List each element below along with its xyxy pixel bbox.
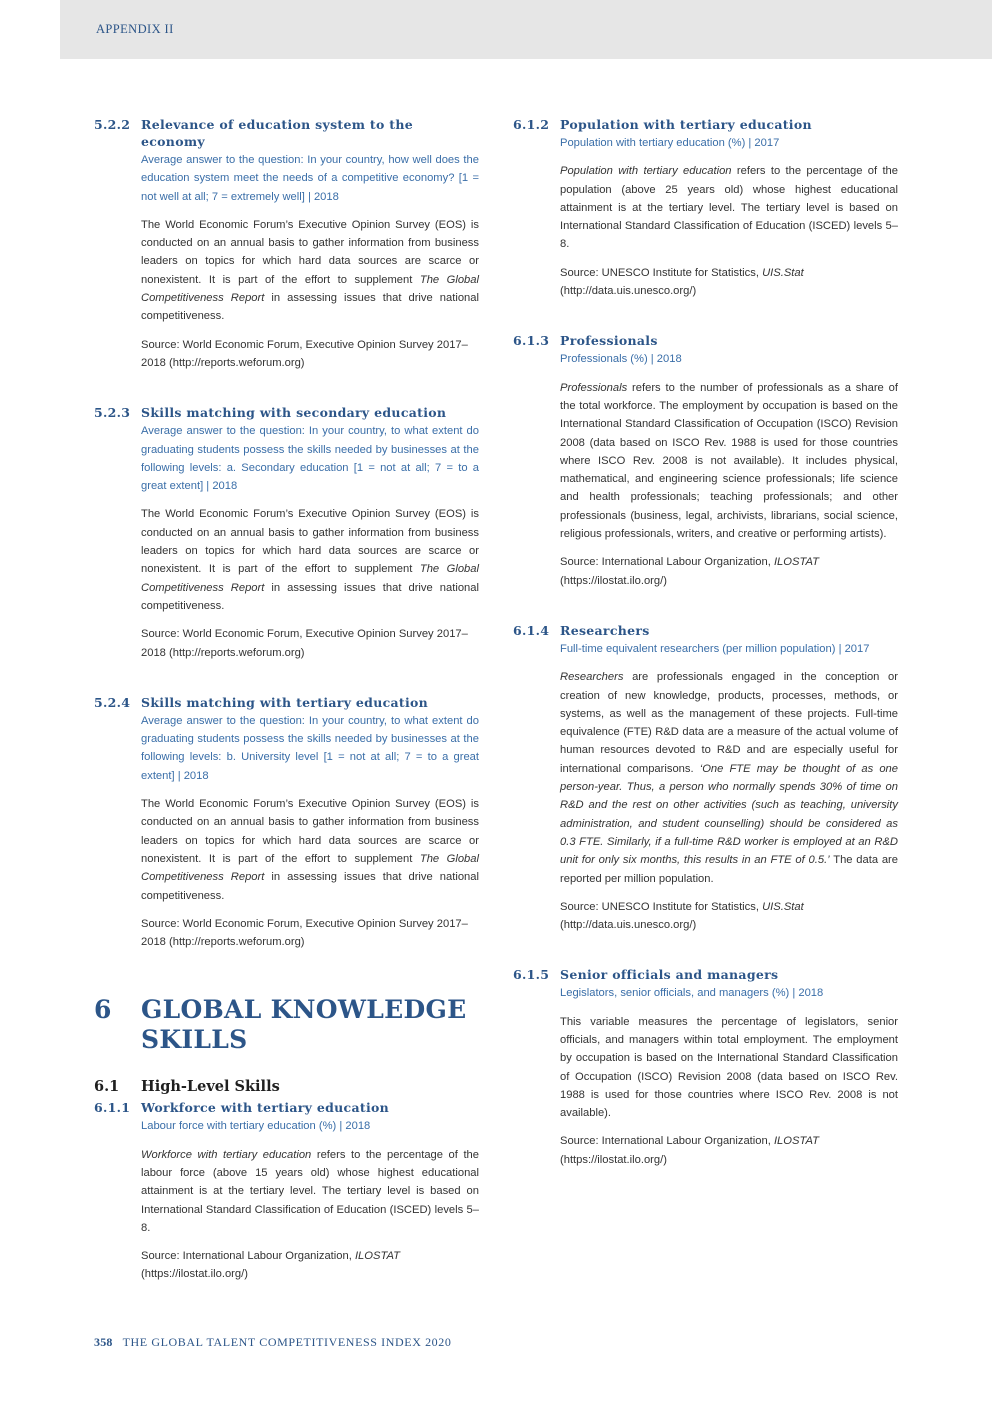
indicator-title: Population with tertiary education: [560, 117, 812, 132]
indicator-number: 6.1.2: [513, 117, 550, 132]
indicator-definition: Population with tertiary education (%) | 2017: [560, 137, 780, 149]
left-column: [94, 116, 479, 1316]
header-band: [60, 0, 992, 59]
section-title: GLOBAL KNOWLEDGE SKILLS: [141, 995, 467, 1055]
indicator-source: Source: International Labour Organization, ILOSTAT (https://ilostat.ilo.org/): [141, 1250, 400, 1281]
indicator-title: Researchers: [560, 622, 650, 638]
indicator-number: 6.1.4: [513, 622, 550, 638]
indicator-5-2-2: [94, 116, 479, 372]
indicator-5-2-3: [94, 404, 479, 662]
indicator-number: 6.1.3: [513, 333, 550, 349]
indicator-number: 6.1.5: [513, 967, 550, 983]
indicator-number: 6.1.1: [94, 1100, 131, 1116]
indicator-5-2-4: [94, 694, 479, 952]
indicator-title: Professionals: [560, 333, 658, 349]
indicator-description: Workforce with tertiary education refers to the percentage of the labour force (above 15 years old) whose highest educational attainment is at the tertiary level. The tertiary level is based on International Standard Classification of Education (ISCED) levels 5–8.: [141, 1148, 480, 1234]
indicator-title: Senior officials and managers: [560, 967, 779, 983]
indicator-title: Skills matching with tertiary education: [141, 694, 429, 710]
publication-title: THE GLOBAL TALENT COMPETITIVENESS INDEX 2020: [122, 1335, 452, 1349]
page-footer: [94, 1335, 451, 1350]
indicator-source: Source: International Labour Organization, ILOSTAT (https://ilostat.ilo.org/): [560, 556, 819, 587]
indicator-definition: Legislators, senior officials, and managers (%) | 2018: [560, 987, 824, 1000]
indicator-definition: Professionals (%) | 2018: [560, 353, 682, 366]
indicator-6-1-2: [513, 116, 898, 300]
indicator-6-1-5: [513, 966, 898, 1169]
indicator-source: Source: World Economic Forum, Executive Opinion Survey 2017–2018 (http://reports.weforum.org): [141, 338, 468, 369]
indicator-6-1-4: [513, 622, 898, 934]
indicator-title: Workforce with tertiary education: [141, 1100, 390, 1116]
indicator-definition: Average answer to the question: In your country, to what extent do graduating students possess the skills needed by businesses at the following levels: b. University level [1 = not at all; 7 = to a great extent] | 2018: [141, 714, 479, 782]
indicator-number: 5.2.2: [94, 117, 131, 132]
indicator-description: Population with tertiary education refers to the percentage of the population (above 25 years old) whose highest educational attainment is at the tertiary level. The tertiary level is based on International Standard Classification of Education (ISCED) levels 5–8.: [560, 165, 898, 251]
indicator-number: 5.2.4: [94, 694, 131, 710]
indicator-definition: Labour force with tertiary education (%) | 2018: [141, 1120, 371, 1133]
subsection-number: 6.1: [94, 1078, 120, 1096]
indicator-description: Professionals refers to the number of professionals as a share of the total workforce. The employment by occupation is based on the International Standard Classification of Occupation (ISCO) Revision 2008 (data based on ISCO Rev. 1988 is used for those countries where ISCO Rev. 2008 is not available). It includes physical, mathematical, and engineering science professionals; life science and health professionals; teaching professionals; and other professionals (business, legal, archivists, librarians, social science, religious professionals, writers, and creative or performing artists).: [560, 381, 898, 541]
indicator-title: Skills matching with secondary education: [141, 405, 447, 421]
indicator-definition: Full-time equivalent researchers (per million population) | 2017: [560, 642, 870, 655]
indicator-description: This variable measures the percentage of legislators, senior officials, and managers within total employment. The employment by occupation is based on the International Standard Classification of Occupation (ISCO) Revision 2008 (data based on ISCO Rev. 1988 is used for those countries where ISCO Rev. 2008 is not available).: [560, 1015, 898, 1120]
page-number: 358: [94, 1335, 113, 1349]
indicator-definition: Average answer to the question: In your country, how well does the education system meet the needs of a competitive economy? [1 = not well at all; 7 = extremely well] | 2018: [141, 154, 479, 203]
right-column: [513, 116, 898, 1201]
indicator-6-1-1: [94, 1099, 479, 1283]
indicator-source: Source: International Labour Organization, ILOSTAT (https://ilostat.ilo.org/): [560, 1135, 819, 1166]
indicator-description: The World Economic Forum’s Executive Opinion Survey (EOS) is conducted on an annual basis to gather information from business leaders on topics for which hard data sources are scarce or nonexistent. It is part of the effort to supplement The Global Competitiveness Report in assessing issues that drive national competitiveness.: [141, 508, 479, 612]
indicator-description: Researchers are professionals engaged in the conception or creation of new knowledge, products, processes, methods, or systems, as well as the management of these projects. Full-time equivalence (FTE) R&D data are a measure of the actual volume of human resources devoted to R&D and are especially useful for international comparisons. ‘One FTE may be thought of as one person-year. Thus, a person who normally spends 30% of time on R&D and the rest on other activities (such as teaching, university administration, and student counselling) should be considered as 0.3 FTE. Similarly, if a full-time R&D worker is employed at an R&D unit for only six months, this results in an FTE of 0.5.’ The data are reported per million population.: [560, 671, 898, 885]
indicator-source: Source: World Economic Forum, Executive Opinion Survey 2017–2018 (http://reports.weforum.org): [141, 628, 468, 659]
indicator-source: Source: World Economic Forum, Executive Opinion Survey 2017–2018 (http://reports.weforum.org): [141, 917, 468, 949]
running-header: APPENDIX II: [96, 22, 174, 36]
indicator-definition: Average answer to the question: In your country, to what extent do graduating students possess the skills needed by businesses at the following levels: a. Secondary education [1 = not at all; 7 = to a great extent] | 2018: [141, 425, 479, 493]
indicator-description: The World Economic Forum’s Executive Opinion Survey (EOS) is conducted on an annual basis to gather information from business leaders on topics for which hard data sources are scarce or nonexistent. It is part of the effort to supplement The Global Competitiveness Report in assessing issues that drive national competitiveness.: [141, 218, 479, 323]
indicator-source: Source: UNESCO Institute for Statistics, UIS.Stat (http://data.uis.unesco.org/): [560, 900, 804, 932]
section-number: 6: [94, 995, 112, 1025]
indicator-title: Relevance of education system to the economy: [141, 117, 413, 149]
indicator-6-1-3: [513, 332, 898, 590]
indicator-number: 5.2.3: [94, 405, 131, 421]
subsection-title: High-Level Skills: [141, 1078, 280, 1096]
indicator-description: The World Economic Forum’s Executive Opinion Survey (EOS) is conducted on an annual basis to gather information from business leaders on topics for which hard data sources are scarce or nonexistent. It is part of the effort to supplement The Global Competitiveness Report in assessing issues that drive national competitiveness.: [141, 798, 479, 902]
indicator-source: Source: UNESCO Institute for Statistics, UIS.Stat (http://data.uis.unesco.org/): [560, 266, 804, 298]
section-6: [94, 995, 479, 1097]
